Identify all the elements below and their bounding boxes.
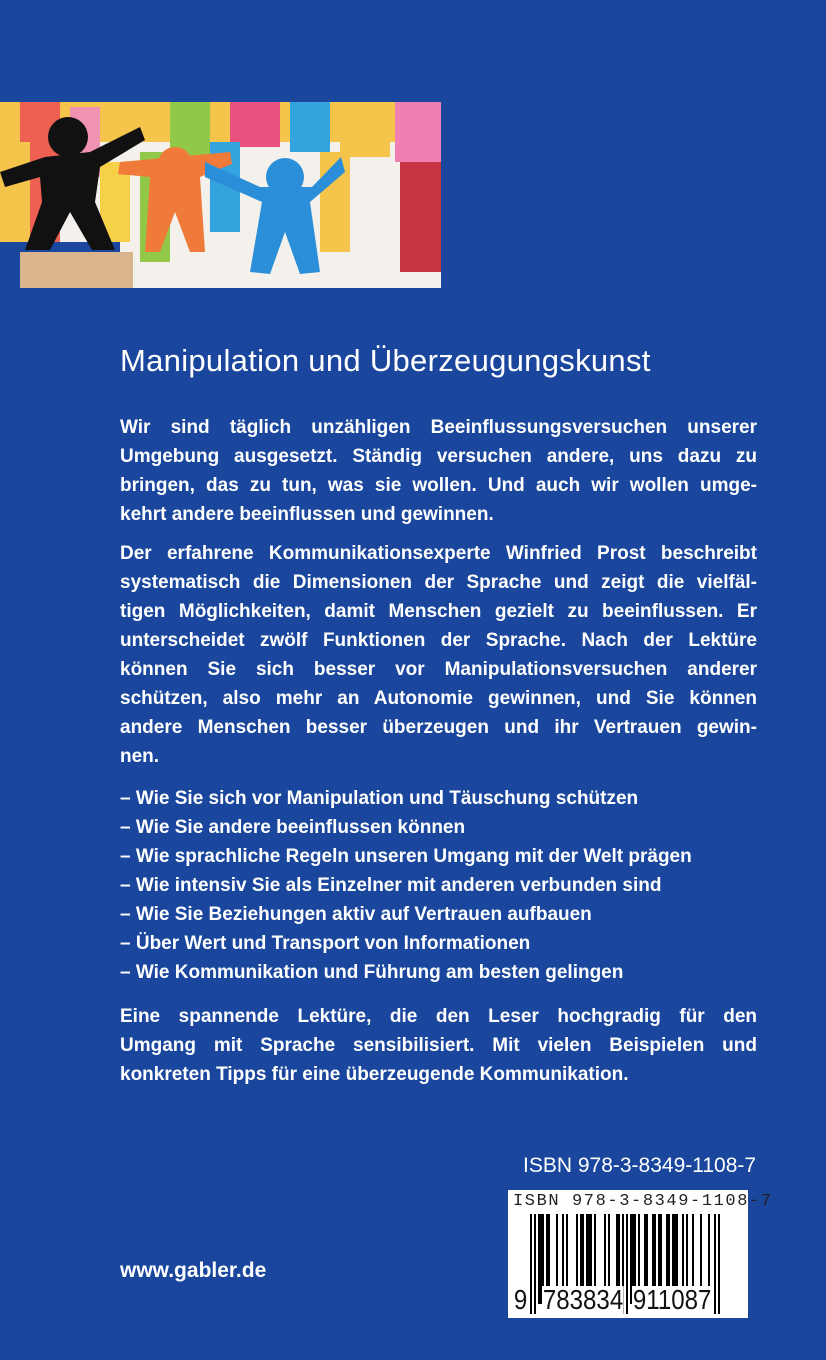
- text-line: Der erfahrene Kommunikationsexperte Winfried Prost beschreibt: [120, 543, 757, 564]
- bullet-item: – Wie Sie sich vor Manipulation und Täuschung schützen: [120, 788, 639, 809]
- description-paragraph: [120, 539, 757, 771]
- bullet-item: – Wie intensiv Sie als Einzelner mit anderen verbunden sind: [120, 875, 662, 896]
- intro-paragraph: [120, 413, 757, 529]
- text-line: nen.: [120, 746, 160, 767]
- text-line: Eine spannende Lektüre, die den Leser hochgradig für den: [120, 1006, 757, 1027]
- text-line: konkreten Tipps für eine überzeugende Kommunikation.: [120, 1064, 629, 1085]
- barcode-bar: [714, 1214, 716, 1314]
- barcode-left-digits: 783834: [542, 1284, 624, 1315]
- text-line: andere Menschen besser überzeugen und ihr Vertrauen gewin-: [120, 717, 757, 738]
- text-line: systematisch die Dimensionen der Sprache und zeigt die vielfäl-: [120, 572, 757, 593]
- text-line: kehrt andere beeinflussen und gewinnen.: [120, 504, 494, 525]
- book-title: Manipulation und Überzeugungskunst: [120, 343, 651, 378]
- text-line: können Sie sich besser vor Manipulationsversuchen anderer: [120, 659, 757, 680]
- barcode-bar: [534, 1214, 536, 1314]
- barcode-bar: [626, 1214, 628, 1314]
- bullet-item: – Wie Kommunikation und Führung am besten gelingen: [120, 962, 624, 983]
- publisher-website[interactable]: www.gabler.de: [120, 1259, 267, 1282]
- closing-paragraph: [120, 1002, 757, 1089]
- barcode-top-text: ISBN 978-3-8349-1108-7: [513, 1192, 773, 1211]
- cover-photo-paper-people: [0, 102, 441, 288]
- text-line: Umgebung ausgesetzt. Ständig versuchen andere, uns dazu zu: [120, 446, 757, 467]
- barcode-first-digit: 9: [513, 1284, 528, 1315]
- bullet-list: [120, 784, 757, 987]
- bullet-item: – Über Wert und Transport von Informationen: [120, 933, 531, 954]
- barcode-right-digits: 911087: [632, 1284, 712, 1315]
- barcode-bar: [538, 1214, 540, 1304]
- bullet-item: – Wie sprachliche Regeln unseren Umgang mit der Welt prägen: [120, 846, 692, 867]
- bullet-item: – Wie Sie andere beeinflussen können: [120, 817, 466, 838]
- text-line: tigen Möglichkeiten, damit Menschen gezielt zu beeinflussen. Er: [120, 601, 757, 622]
- text-line: Wir sind täglich unzähligen Beeinflussungsversuchen unserer: [120, 417, 757, 438]
- barcode-bar: [530, 1214, 532, 1314]
- text-line: unterscheidet zwölf Funktionen der Sprache. Nach der Lektüre: [120, 630, 757, 651]
- text-line: schützen, also mehr an Autonomie gewinnen, und Sie können: [120, 688, 757, 709]
- isbn-label: ISBN 978-3-8349-1108-7: [523, 1154, 757, 1177]
- barcode-bar: [718, 1214, 720, 1314]
- text-line: bringen, das zu tun, was sie wollen. Und auch wir wollen umge-: [120, 475, 757, 496]
- isbn-barcode: [508, 1190, 773, 1318]
- text-line: Umgang mit Sprache sensibilisiert. Mit vielen Beispielen und: [120, 1035, 757, 1056]
- bullet-item: – Wie Sie Beziehungen aktiv auf Vertrauen aufbauen: [120, 904, 592, 925]
